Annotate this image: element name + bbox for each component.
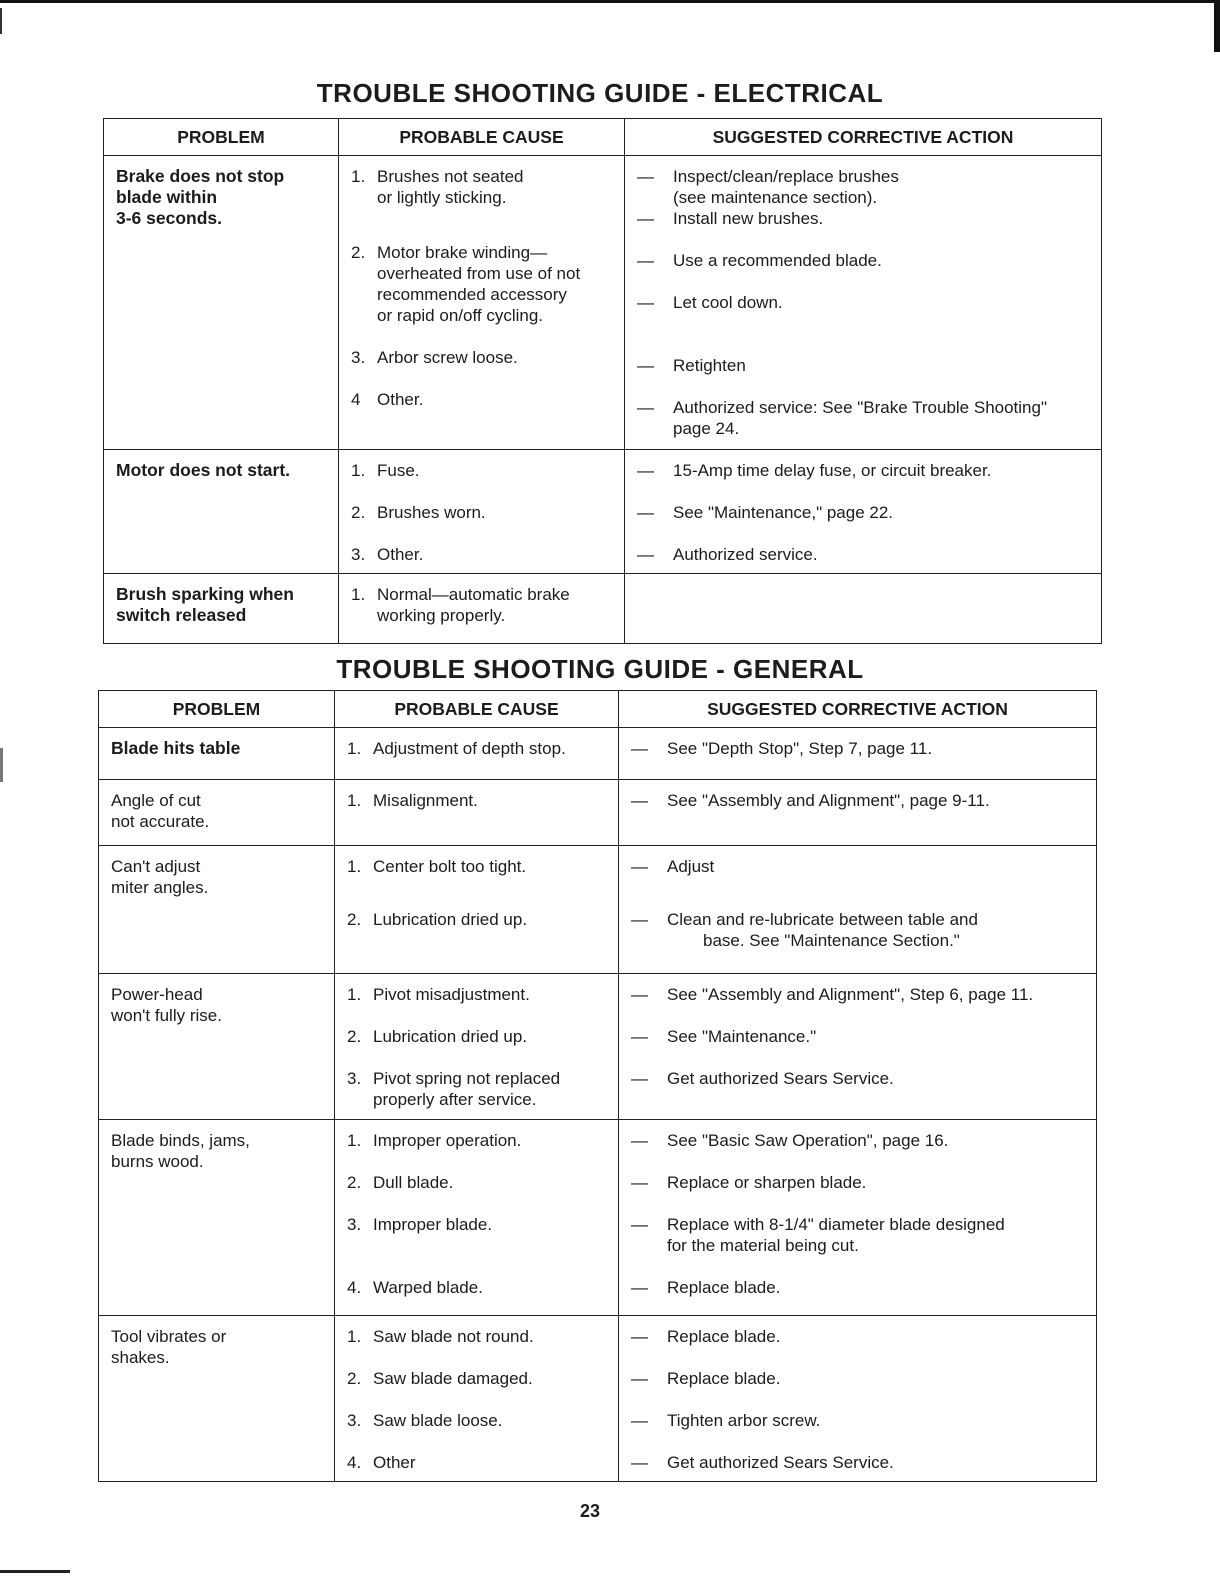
list-item: 2. Motor brake winding— overheated from use of not recommended accessory or rapid on/off cycling.: [351, 243, 581, 325]
list-item: — Authorized service.: [637, 545, 818, 564]
list-item: 3. Pivot spring not replaced properly after service.: [347, 1069, 561, 1109]
action-cell: [625, 450, 1102, 574]
list-item: 1. Fuse.: [351, 461, 420, 480]
general-table: [98, 690, 1097, 1482]
problem-cell: Can't adjust miter angles.: [99, 846, 335, 974]
table-row: [99, 728, 1097, 780]
scan-border-top: [0, 0, 1220, 3]
cause-cell: [335, 1316, 619, 1482]
cause-cell: [339, 574, 625, 644]
list-item: — 15-Amp time delay fuse, or circuit breaker.: [637, 461, 992, 480]
action-cell: [619, 780, 1097, 846]
list-item: — Replace with 8-1/4" diameter blade designed for the material being cut.: [631, 1215, 1005, 1255]
list-item: — See "Depth Stop", Step 7, page 11.: [631, 739, 933, 758]
action-cell: [625, 574, 1102, 644]
problem-cell: Tool vibrates or shakes.: [99, 1316, 335, 1482]
general-title: TROUBLE SHOOTING GUIDE - GENERAL: [336, 654, 864, 684]
list-item: — Use a recommended blade.: [637, 251, 882, 270]
list-item: 1. Center bolt too tight.: [347, 857, 527, 876]
problem-cell: Blade hits table: [99, 728, 335, 780]
list-item: — Let cool down.: [637, 293, 783, 312]
list-item: — Inspect/clean/replace brushes (see maintenance section).: [637, 167, 899, 207]
cause-header: PROBABLE CAUSE: [339, 119, 625, 156]
list-item: 2. Lubrication dried up.: [347, 1027, 528, 1046]
problem-cell: Blade binds, jams, burns wood.: [99, 1120, 335, 1316]
problem-cell: Angle of cut not accurate.: [99, 780, 335, 846]
list-item: 1. Brushes not seated or lightly sticking.: [351, 167, 524, 207]
table-row: [104, 574, 1102, 644]
table-row: [104, 156, 1102, 450]
cause-cell: [335, 728, 619, 780]
scan-border-right: [1214, 0, 1220, 52]
electrical-title: TROUBLE SHOOTING GUIDE - ELECTRICAL: [316, 78, 884, 108]
table-row: [99, 846, 1097, 974]
table-header-row: [99, 691, 1097, 728]
problem-cell: Power-head won't fully rise.: [99, 974, 335, 1120]
list-item: — Install new brushes.: [637, 209, 824, 228]
list-item: 3. Other.: [351, 545, 424, 564]
list-item: 4. Other: [347, 1453, 416, 1472]
list-item: — Replace blade.: [631, 1369, 781, 1388]
list-item: — See "Basic Saw Operation", page 16.: [631, 1131, 949, 1150]
list-item: — Get authorized Sears Service.: [631, 1069, 894, 1088]
list-item: — Replace blade.: [631, 1278, 781, 1297]
list-item: — See "Assembly and Alignment", Step 6, page 11.: [631, 985, 1034, 1004]
problem-cell: Brake does not stop blade within 3-6 seconds.: [104, 156, 339, 450]
problem-header: PROBLEM: [104, 119, 339, 156]
cause-header: PROBABLE CAUSE: [335, 691, 619, 728]
cause-cell: [335, 1120, 619, 1316]
list-item: — See "Maintenance," page 22.: [637, 503, 894, 522]
list-item: — See "Assembly and Alignment", page 9-11.: [631, 791, 990, 810]
problem-cell: Brush sparking when switch released: [104, 574, 339, 644]
table-row: [104, 450, 1102, 574]
list-item: — Adjust: [631, 857, 715, 876]
list-item: 3. Saw blade loose.: [347, 1411, 503, 1430]
list-item: — Tighten arbor screw.: [631, 1411, 821, 1430]
list-item: — Authorized service: See "Brake Trouble Shooting" page 24.: [637, 398, 1047, 438]
list-item: 3. Improper blade.: [347, 1215, 493, 1234]
list-item: — Replace or sharpen blade.: [631, 1173, 867, 1192]
cause-cell: [335, 974, 619, 1120]
action-cell: [625, 156, 1102, 450]
list-item: 2. Lubrication dried up.: [347, 910, 528, 929]
table-row: [99, 780, 1097, 846]
list-item: — Clean and re-lubricate between table and base. See "Maintenance Section.": [631, 910, 978, 950]
table-row: [99, 1316, 1097, 1482]
list-item: 4 Other.: [351, 390, 424, 409]
list-item: 4. Warped blade.: [347, 1278, 483, 1297]
list-item: 1. Improper operation.: [347, 1131, 522, 1150]
action-cell: [619, 974, 1097, 1120]
electrical-table: [103, 118, 1102, 644]
list-item: 3. Arbor screw loose.: [351, 348, 518, 367]
table-row: [99, 1120, 1097, 1316]
list-item: 2. Brushes worn.: [351, 503, 486, 522]
list-item: 1. Pivot misadjustment.: [347, 985, 530, 1004]
scan-border-left: [0, 8, 2, 34]
problem-cell: Motor does not start.: [104, 450, 339, 574]
cause-cell: [335, 846, 619, 974]
action-header: SUGGESTED CORRECTIVE ACTION: [625, 119, 1102, 156]
list-item: 1. Adjustment of depth stop.: [347, 739, 566, 758]
cause-cell: [339, 450, 625, 574]
list-item: — Retighten: [637, 356, 746, 375]
list-item: 1. Normal—automatic brake working properly.: [351, 585, 570, 625]
list-item: 2. Dull blade.: [347, 1173, 454, 1192]
list-item: — Get authorized Sears Service.: [631, 1453, 894, 1472]
problem-header: PROBLEM: [99, 691, 335, 728]
list-item: 2. Saw blade damaged.: [347, 1369, 533, 1388]
scan-border-bottom: [0, 1570, 70, 1573]
list-item: 1. Misalignment.: [347, 791, 478, 810]
action-cell: [619, 1316, 1097, 1482]
list-item: — See "Maintenance.": [631, 1027, 817, 1046]
table-row: [99, 974, 1097, 1120]
action-cell: [619, 728, 1097, 780]
cause-cell: [335, 780, 619, 846]
page-number: 23: [579, 1501, 601, 1521]
action-header: SUGGESTED CORRECTIVE ACTION: [619, 691, 1097, 728]
table-header-row: [104, 119, 1102, 156]
list-item: — Replace blade.: [631, 1327, 781, 1346]
list-item: 1. Saw blade not round.: [347, 1327, 534, 1346]
cause-cell: [339, 156, 625, 450]
scan-mark: [0, 748, 3, 782]
action-cell: [619, 1120, 1097, 1316]
action-cell: [619, 846, 1097, 974]
